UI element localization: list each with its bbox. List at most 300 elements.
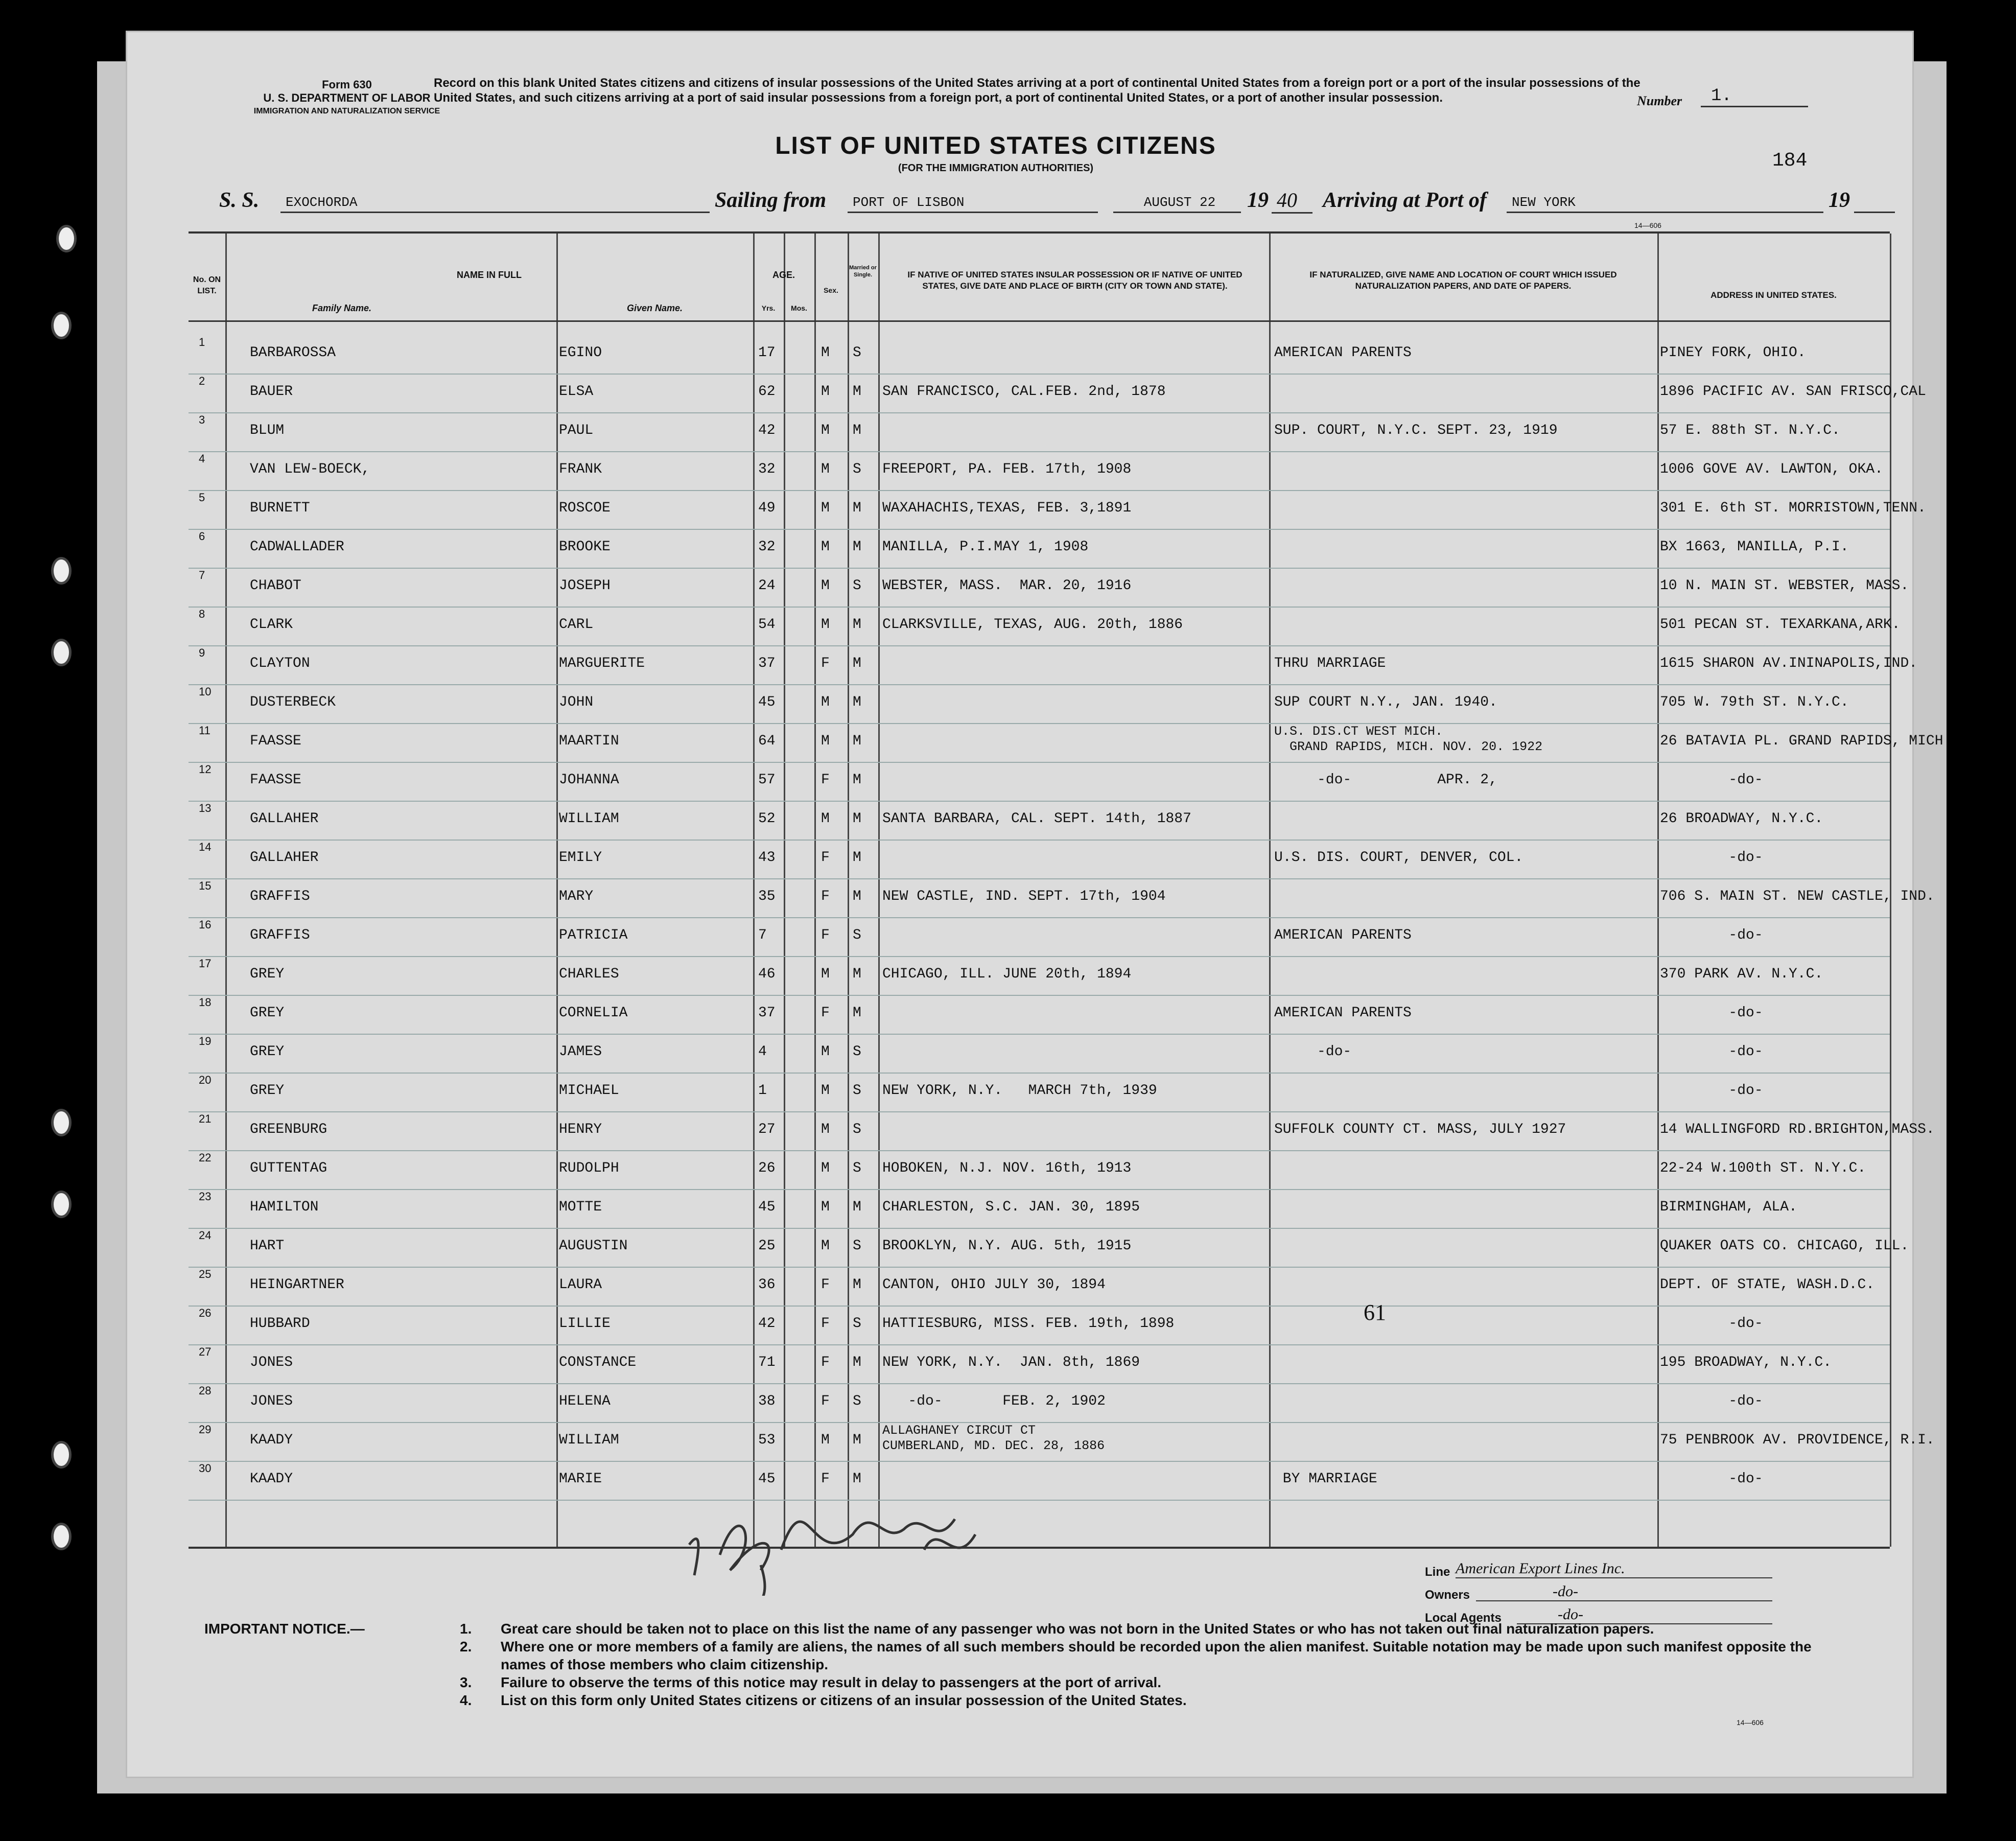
row-number: 5 xyxy=(199,491,205,504)
header-yrs: Yrs. xyxy=(761,304,776,312)
sailing-port: PORT OF LISBON xyxy=(848,195,1098,213)
given-name: EGINO xyxy=(559,345,602,361)
header-name-in-full: NAME IN FULL xyxy=(457,270,522,280)
department-name: U. S. DEPARTMENT OF LABOR xyxy=(263,91,431,104)
sex: F xyxy=(821,1355,830,1370)
ship-name: EXOCHORDA xyxy=(280,195,710,213)
age-years: 25 xyxy=(758,1238,776,1254)
row-number: 27 xyxy=(199,1345,212,1358)
age-years: 45 xyxy=(758,1471,776,1487)
sex: M xyxy=(821,617,830,633)
row-number: 24 xyxy=(199,1229,212,1242)
us-address: 706 S. MAIN ST. NEW CASTLE, IND. xyxy=(1660,889,1935,904)
notice-item-4 xyxy=(77,1691,1814,1709)
us-address: -do- xyxy=(1660,1005,1763,1021)
sex: M xyxy=(821,539,830,555)
family-name: BAUER xyxy=(250,384,293,400)
given-name: WILLIAM xyxy=(559,1432,619,1448)
us-address: 22-24 W.100th ST. N.Y.C. xyxy=(1660,1160,1866,1176)
marital-status: M xyxy=(853,1355,861,1370)
sex: M xyxy=(821,733,830,749)
naturalization-info: THRU MARRIAGE xyxy=(1274,656,1386,671)
row-number: 28 xyxy=(199,1384,212,1397)
given-name: WILLIAM xyxy=(559,811,619,827)
naturalization-info: AMERICAN PARENTS xyxy=(1274,345,1412,361)
notice-text: Where one or more members of a family are aliens, the names of all such members should be recorded upon the alien manifest. Suitable notation may be made upon such manifest opposite the names of those members who claim citizenship. xyxy=(501,1639,1812,1672)
given-name: JAMES xyxy=(559,1044,602,1060)
row-number: 26 xyxy=(199,1307,212,1319)
table-row xyxy=(189,957,1890,996)
page-subtitle: (FOR THE IMMIGRATION AUTHORITIES) xyxy=(898,162,1094,174)
table-row xyxy=(189,1307,1890,1345)
notice-item-1 xyxy=(77,1620,1814,1638)
year-prefix: 19 xyxy=(1247,189,1269,212)
given-name: AUGUSTIN xyxy=(559,1238,628,1254)
us-address: 26 BROADWAY, N.Y.C. xyxy=(1660,811,1823,827)
sex: M xyxy=(821,578,830,594)
us-address: -do- xyxy=(1660,1471,1763,1487)
naturalization-info: -do- APR. 2, xyxy=(1274,772,1497,788)
marital-status: S xyxy=(853,1122,861,1137)
binder-hole xyxy=(51,1523,72,1550)
birth-info: CANTON, OHIO JULY 30, 1894 xyxy=(882,1277,1106,1293)
given-name: RUDOLPH xyxy=(559,1160,619,1176)
sex: M xyxy=(821,1083,830,1099)
family-name: HUBBARD xyxy=(250,1316,310,1332)
given-name: CARL xyxy=(559,617,594,633)
sex: F xyxy=(821,772,830,788)
marital-status: M xyxy=(853,617,861,633)
birth-info: WAXAHACHIS,TEXAS, FEB. 3,1891 xyxy=(882,500,1132,516)
row-number: 22 xyxy=(199,1151,212,1164)
given-name: HENRY xyxy=(559,1122,602,1137)
notice-text: Great care should be taken not to place on this list the name of any passenger who was not born in the United States or who has not taken out final naturalization papers. xyxy=(501,1621,1654,1637)
binder-hole xyxy=(51,1109,72,1136)
family-name: JONES xyxy=(250,1393,293,1409)
sex: M xyxy=(821,694,830,710)
binder-hole xyxy=(51,1191,72,1218)
naturalization-info: BY MARRIAGE xyxy=(1274,1471,1377,1487)
marital-status: M xyxy=(853,423,861,438)
owners-label: Owners xyxy=(1425,1588,1470,1602)
given-name: JOHANNA xyxy=(559,772,619,788)
table-row xyxy=(189,879,1935,918)
table-row xyxy=(189,452,1890,491)
local-agents-value: -do- xyxy=(1517,1606,1772,1624)
local-agents-label: Local Agents xyxy=(1425,1611,1502,1625)
marital-status: S xyxy=(853,1316,861,1332)
sex: M xyxy=(821,461,830,477)
table-row xyxy=(189,996,1890,1035)
birth-info: FREEPORT, PA. FEB. 17th, 1908 xyxy=(882,461,1132,477)
table-row xyxy=(189,1229,1909,1268)
header-sex: Sex. xyxy=(824,286,838,294)
naturalization-info: SUP COURT N.Y., JAN. 1940. xyxy=(1274,694,1497,710)
table-row xyxy=(189,530,1890,569)
birth-info: NEW YORK, N.Y. MARCH 7th, 1939 xyxy=(882,1083,1157,1099)
us-address: PINEY FORK, OHIO. xyxy=(1660,345,1806,361)
row-number: 3 xyxy=(199,413,205,426)
marital-status: S xyxy=(853,578,861,594)
birth-info: WEBSTER, MASS. MAR. 20, 1916 xyxy=(882,578,1132,594)
row-number: 17 xyxy=(199,957,212,970)
family-name: CADWALLADER xyxy=(250,539,344,555)
birth-info: NEW CASTLE, IND. SEPT. 17th, 1904 xyxy=(882,889,1166,904)
us-address: -do- xyxy=(1660,1316,1763,1332)
arrival-year-label: 19 xyxy=(1829,189,1850,212)
owners-value: -do- xyxy=(1476,1583,1772,1601)
age-years: 24 xyxy=(758,578,776,594)
given-name: BROOKE xyxy=(559,539,611,555)
family-name: CHABOT xyxy=(250,578,301,594)
family-name: GRAFFIS xyxy=(250,889,310,904)
family-name: HEINGARTNER xyxy=(250,1277,344,1293)
row-number: 14 xyxy=(199,841,212,853)
family-name: FAASSE xyxy=(250,772,301,788)
table-row xyxy=(189,1190,1890,1229)
given-name: PATRICIA xyxy=(559,927,628,943)
birth-info: NEW YORK, N.Y. JAN. 8th, 1869 xyxy=(882,1355,1140,1370)
arriving-label: Arriving at Port of xyxy=(1323,189,1487,212)
table-row xyxy=(189,608,1901,646)
us-address: 705 W. 79th ST. N.Y.C. xyxy=(1660,694,1849,710)
family-name: VAN LEW-BOECK, xyxy=(250,461,370,477)
age-years: 71 xyxy=(758,1355,776,1370)
birth-info: BROOKLYN, N.Y. AUG. 5th, 1915 xyxy=(882,1238,1132,1254)
given-name: MAARTIN xyxy=(559,733,619,749)
age-years: 43 xyxy=(758,850,776,866)
notice-number: 4. xyxy=(460,1692,472,1708)
family-name: DUSTERBECK xyxy=(250,694,336,710)
birth-info: HOBOKEN, N.J. NOV. 16th, 1913 xyxy=(882,1160,1132,1176)
row-number: 1 xyxy=(199,336,205,348)
row-number: 6 xyxy=(199,530,205,543)
us-address: 75 PENBROOK AV. PROVIDENCE, R.I. xyxy=(1660,1432,1935,1448)
us-address: 57 E. 88th ST. N.Y.C. xyxy=(1660,423,1840,438)
age-years: 26 xyxy=(758,1160,776,1176)
row-number: 4 xyxy=(199,452,205,465)
form-instructions: Record on this blank United States citizens and citizens of insular possessions of the United States arriving at a port of continental United States from a foreign port or a port of the insular possessions of the United States, and such citizens arriving at a port of said insular possessions from a foreign port, a port of continental United States, or a port of another insular possession. xyxy=(434,76,1640,105)
table-row xyxy=(189,413,1890,452)
birth-info: SAN FRANCISCO, CAL.FEB. 2nd, 1878 xyxy=(882,384,1166,400)
table-row xyxy=(189,1268,1890,1307)
age-years: 37 xyxy=(758,1005,776,1021)
marital-status: M xyxy=(853,733,861,749)
page-title: LIST OF UNITED STATES CITIZENS xyxy=(775,132,1216,159)
age-years: 49 xyxy=(758,500,776,516)
table-row xyxy=(189,918,1890,957)
age-years: 4 xyxy=(758,1044,767,1060)
sex: F xyxy=(821,927,830,943)
notice-text: List on this form only United States citizens or citizens of an insular possession of the United States. xyxy=(501,1692,1187,1708)
naturalization-info: AMERICAN PARENTS xyxy=(1274,1005,1412,1021)
arrival-year-blank xyxy=(1854,195,1895,213)
family-name: GUTTENTAG xyxy=(250,1160,327,1176)
row-number: 30 xyxy=(199,1462,212,1475)
family-name: BURNETT xyxy=(250,500,310,516)
naturalization-info: SUP. COURT, N.Y.C. SEPT. 23, 1919 xyxy=(1274,423,1558,438)
sex: F xyxy=(821,1316,830,1332)
us-address: 1615 SHARON AV.ININAPOLIS,IND. xyxy=(1660,656,1918,671)
sex: M xyxy=(821,1432,830,1448)
given-name: PAUL xyxy=(559,423,594,438)
line-label: Line xyxy=(1425,1565,1450,1579)
age-years: 35 xyxy=(758,889,776,904)
family-name: GRAFFIS xyxy=(250,927,310,943)
header-mos: Mos. xyxy=(791,304,807,312)
table-row xyxy=(189,1074,1890,1112)
arriving-port: NEW YORK xyxy=(1507,195,1823,213)
passenger-table xyxy=(189,231,1943,1549)
age-years: 45 xyxy=(758,694,776,710)
sex: F xyxy=(821,1471,830,1487)
marital-status: S xyxy=(853,345,861,361)
sex: M xyxy=(821,1044,830,1060)
sex: M xyxy=(821,1199,830,1215)
print-code-bottom: 14—606 xyxy=(1737,1718,1764,1727)
marital-status: M xyxy=(853,539,861,555)
given-name: LAURA xyxy=(559,1277,602,1293)
table-row xyxy=(189,1112,1935,1151)
marital-status: S xyxy=(853,1160,861,1176)
us-address: -do- xyxy=(1660,850,1763,866)
age-years: 1 xyxy=(758,1083,767,1099)
table-row xyxy=(189,1384,1890,1423)
row-number: 18 xyxy=(199,996,212,1009)
row-number: 23 xyxy=(199,1190,212,1203)
us-address: BIRMINGHAM, ALA. xyxy=(1660,1199,1797,1215)
naturalization-info: U.S. DIS. COURT, DENVER, COL. xyxy=(1274,850,1523,866)
header-address: ADDRESS IN UNITED STATES. xyxy=(1710,290,1837,300)
us-address: 501 PECAN ST. TEXARKANA,ARK. xyxy=(1660,617,1901,633)
marital-status: M xyxy=(853,966,861,982)
family-name: JONES xyxy=(250,1355,293,1370)
family-name: GREY xyxy=(250,966,285,982)
page-number: 184 xyxy=(1772,150,1808,172)
sex: M xyxy=(821,423,830,438)
given-name: FRANK xyxy=(559,461,602,477)
sex: M xyxy=(821,500,830,516)
us-address: BX 1663, MANILLA, P.I. xyxy=(1660,539,1849,555)
given-name: CORNELIA xyxy=(559,1005,628,1021)
row-number: 12 xyxy=(199,763,212,776)
notice-item-2 xyxy=(77,1638,1814,1673)
sailing-label: Sailing from xyxy=(715,189,827,212)
marital-status: S xyxy=(853,1083,861,1099)
us-address: 1896 PACIFIC AV. SAN FRISCO,CAL xyxy=(1660,384,1926,400)
year-suffix: 40 xyxy=(1272,188,1312,214)
given-name: CONSTANCE xyxy=(559,1355,637,1370)
marital-status: S xyxy=(853,1238,861,1254)
age-years: 54 xyxy=(758,617,776,633)
marital-status: M xyxy=(853,656,861,671)
age-years: 17 xyxy=(758,345,776,361)
marital-status: S xyxy=(853,461,861,477)
row-number: 21 xyxy=(199,1112,212,1125)
header-given-name: Given Name. xyxy=(626,303,683,313)
us-address: -do- xyxy=(1660,1044,1763,1060)
us-address: 301 E. 6th ST. MORRISTOWN,TENN. xyxy=(1660,500,1926,516)
header-age: AGE. xyxy=(772,270,795,280)
birth-info: -do- FEB. 2, 1902 xyxy=(882,1393,1106,1409)
given-name: ROSCOE xyxy=(559,500,611,516)
age-years: 42 xyxy=(758,423,776,438)
age-years: 57 xyxy=(758,772,776,788)
age-years: 62 xyxy=(758,384,776,400)
naturalization-info: SUFFOLK COUNTY CT. MASS, JULY 1927 xyxy=(1274,1122,1566,1137)
us-address: -do- xyxy=(1660,1393,1763,1409)
print-code-top: 14—606 xyxy=(1634,221,1661,229)
family-name: GREY xyxy=(250,1005,285,1021)
table-row xyxy=(189,1151,1890,1190)
age-years: 7 xyxy=(758,927,767,943)
row-number: 10 xyxy=(199,685,212,698)
given-name: JOHN xyxy=(559,694,594,710)
notice-number: 2. xyxy=(460,1639,472,1654)
us-address: QUAKER OATS CO. CHICAGO, ILL. xyxy=(1660,1238,1909,1254)
notice-text: Failure to observe the terms of this notice may result in delay to passengers at the port of arrival. xyxy=(501,1674,1162,1690)
sex: M xyxy=(821,966,830,982)
us-address: DEPT. OF STATE, WASH.D.C. xyxy=(1660,1277,1875,1293)
marital-status: M xyxy=(853,1277,861,1293)
family-name: BLUM xyxy=(250,423,285,438)
header-naturalized: IF NATURALIZED, GIVE NAME AND LOCATION OF COURT WHICH ISSUED NATURALIZATION PAPERS, AND DATE OF PAPERS. xyxy=(1309,270,1617,291)
naturalization-info: U.S. DIS.CT WEST MICH. GRAND RAPIDS, MICH. NOV. 20. 1922 xyxy=(1274,724,1543,754)
given-name: MOTTE xyxy=(559,1199,602,1215)
family-name: GREY xyxy=(250,1083,285,1099)
notice-item-3 xyxy=(77,1673,1814,1691)
number-value: 1. xyxy=(1701,86,1808,107)
given-name: EMILY xyxy=(559,850,602,866)
family-name: BARBAROSSA xyxy=(250,345,336,361)
table-row xyxy=(189,1035,1890,1074)
handwritten-signature xyxy=(679,1463,1088,1596)
ss-label: S. S. xyxy=(219,189,260,212)
family-name: GREENBURG xyxy=(250,1122,327,1137)
age-years: 64 xyxy=(758,733,776,749)
marital-status: S xyxy=(853,927,861,943)
table-row xyxy=(189,336,1890,375)
table-row xyxy=(189,1345,1890,1384)
family-name: KAADY xyxy=(250,1432,293,1448)
binder-hole xyxy=(51,639,72,666)
row-number: 25 xyxy=(199,1268,212,1280)
sex: M xyxy=(821,384,830,400)
marital-status: S xyxy=(853,1393,861,1409)
row-number: 9 xyxy=(199,646,205,659)
row-number: 8 xyxy=(199,608,205,620)
marital-status: M xyxy=(853,1432,861,1448)
us-address: -do- xyxy=(1660,927,1763,943)
marital-status: M xyxy=(853,850,861,866)
age-years: 27 xyxy=(758,1122,776,1137)
binder-hole xyxy=(51,557,72,585)
given-name: CHARLES xyxy=(559,966,619,982)
row-number: 29 xyxy=(199,1423,212,1436)
table-row xyxy=(189,802,1890,841)
sex: F xyxy=(821,1277,830,1293)
header-divider xyxy=(189,320,1890,322)
sex: M xyxy=(821,1160,830,1176)
sex: F xyxy=(821,656,830,671)
birth-info: HATTIESBURG, MISS. FEB. 19th, 1898 xyxy=(882,1316,1175,1332)
sex: M xyxy=(821,1238,830,1254)
age-years: 45 xyxy=(758,1199,776,1215)
given-name: MICHAEL xyxy=(559,1083,619,1099)
marital-status: M xyxy=(853,1005,861,1021)
row-number: 11 xyxy=(199,724,210,737)
age-years: 53 xyxy=(758,1432,776,1448)
birth-info: ALLAGHANEY CIRCUT CT CUMBERLAND, MD. DEC. 28, 1886 xyxy=(882,1423,1105,1453)
sex: F xyxy=(821,1005,830,1021)
service-name: IMMIGRATION AND NATURALIZATION SERVICE xyxy=(253,107,440,115)
sex: M xyxy=(821,811,830,827)
us-address: 195 BROADWAY, N.Y.C. xyxy=(1660,1355,1832,1370)
row-number: 19 xyxy=(199,1035,212,1047)
naturalization-info: AMERICAN PARENTS xyxy=(1274,927,1412,943)
age-years: 32 xyxy=(758,539,776,555)
age-years: 52 xyxy=(758,811,776,827)
table-row xyxy=(189,724,1943,763)
sex: F xyxy=(821,850,830,866)
age-years: 36 xyxy=(758,1277,776,1293)
given-name: MARGUERITE xyxy=(559,656,645,671)
given-name: MARY xyxy=(559,889,594,904)
header-native-birth: IF NATIVE OF UNITED STATES INSULAR POSSESSION OR IF NATIVE OF UNITED STATES, GIVE DATE AND PLACE OF BIRTH (CITY OR TOWN AND STATE). xyxy=(907,270,1243,291)
us-address: -do- xyxy=(1660,772,1763,788)
given-name: JOSEPH xyxy=(559,578,611,594)
us-address: 1006 GOVE AV. LAWTON, OKA. xyxy=(1660,461,1883,477)
marital-status: M xyxy=(853,889,861,904)
family-name: GALLAHER xyxy=(250,850,319,866)
row-number: 15 xyxy=(199,879,212,892)
age-years: 46 xyxy=(758,966,776,982)
table-row xyxy=(189,646,1918,685)
row-number: 7 xyxy=(199,569,205,581)
family-name: GREY xyxy=(250,1044,285,1060)
us-address: 14 WALLINGFORD RD.BRIGHTON,MASS. xyxy=(1660,1122,1935,1137)
marital-status: M xyxy=(853,772,861,788)
naturalization-info: -do- xyxy=(1274,1044,1352,1060)
row-number: 20 xyxy=(199,1074,212,1086)
table-row xyxy=(189,1423,1935,1462)
stamp-number: 61 xyxy=(1364,1300,1386,1325)
us-address: 10 N. MAIN ST. WEBSTER, MASS. xyxy=(1660,578,1909,594)
age-years: 32 xyxy=(758,461,776,477)
marital-status: S xyxy=(853,1044,861,1060)
sex: M xyxy=(821,345,830,361)
table-row xyxy=(189,491,1926,530)
line-value: American Export Lines Inc. xyxy=(1456,1560,1772,1578)
us-address: -do- xyxy=(1660,1083,1763,1099)
row-number: 16 xyxy=(199,918,212,931)
number-label: Number xyxy=(1637,94,1682,108)
birth-info: CLARKSVILLE, TEXAS, AUG. 20th, 1886 xyxy=(882,617,1183,633)
binder-hole xyxy=(51,312,72,339)
birth-info: MANILLA, P.I.MAY 1, 1908 xyxy=(882,539,1089,555)
row-number: 13 xyxy=(199,802,212,814)
marital-status: M xyxy=(853,694,861,710)
given-name: HELENA xyxy=(559,1393,611,1409)
marital-status: M xyxy=(853,500,861,516)
sex: F xyxy=(821,1393,830,1409)
notice-number: 3. xyxy=(460,1674,472,1690)
birth-info: SANTA BARBARA, CAL. SEPT. 14th, 1887 xyxy=(882,811,1191,827)
marital-status: M xyxy=(853,384,861,400)
marital-status: M xyxy=(853,1471,861,1487)
sex: F xyxy=(821,889,830,904)
notice-heading: IMPORTANT NOTICE.— xyxy=(204,1621,365,1637)
